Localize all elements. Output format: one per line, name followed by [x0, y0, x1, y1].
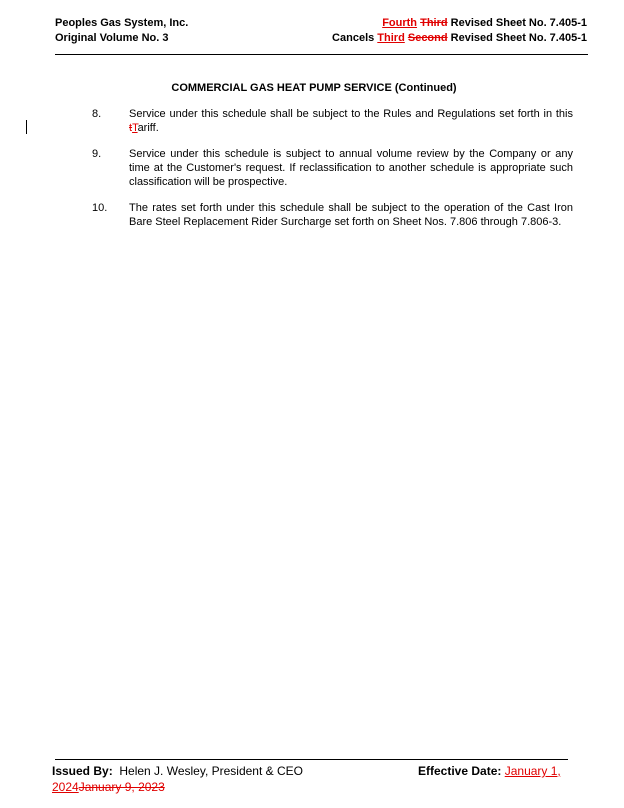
- inserted-text: January 1,: [504, 764, 561, 778]
- header-right: [332, 16, 587, 46]
- list-item: [55, 147, 573, 189]
- change-bar: [26, 120, 27, 134]
- effective-date-continued: [52, 779, 165, 795]
- footer-divider: [55, 759, 568, 760]
- page-title: COMMERCIAL GAS HEAT PUMP SERVICE (Continued): [171, 82, 457, 94]
- sheet-number: [332, 16, 587, 31]
- item-text-part: Service under this schedule shall be subject to the Rules and Regulations set forth in this: [129, 108, 573, 120]
- list-item: [55, 107, 573, 135]
- issued-by-label: Issued By:: [52, 764, 113, 778]
- inserted-text: Third: [377, 32, 405, 44]
- deleted-text: Third: [420, 17, 448, 29]
- inserted-text: Fourth: [382, 17, 418, 29]
- deleted-text: January 9, 2023: [78, 780, 165, 794]
- item-text-part: ariff.: [137, 122, 159, 134]
- item-number: 10.: [92, 202, 108, 214]
- item-text: [129, 107, 573, 135]
- issued-by: [52, 763, 303, 779]
- item-number: 8.: [92, 108, 102, 120]
- inserted-text: T: [132, 122, 138, 134]
- deleted-text: Second: [407, 32, 448, 44]
- effective-date-label: Effective Date:: [418, 764, 502, 778]
- cancels-prefix: Cancels: [332, 32, 378, 44]
- effective-date: [418, 763, 561, 779]
- sheet-number-text: Revised Sheet No. 7.405-1: [447, 17, 587, 29]
- cancels-sheet-number: [332, 31, 587, 46]
- company-name: Peoples Gas System, Inc.: [55, 17, 189, 29]
- cancels-sheet-text: Revised Sheet No. 7.405-1: [447, 32, 587, 44]
- header-left: [55, 16, 188, 46]
- provisions-list: [55, 107, 573, 241]
- list-item: [55, 201, 573, 229]
- item-text: The rates set forth under this schedule shall be subject to the operation of the Cast Iron Bare Steel Replacement Rider Surcharge set forth on Sheet Nos. 7.806 through 7.806-3.: [129, 202, 573, 228]
- item-number: 9.: [92, 148, 102, 160]
- item-text: Service under this schedule is subject to annual volume review by the Company or any time at the Customer's request. If reclassification to another schedule is appropriate such classification will be prospective.: [129, 148, 573, 188]
- inserted-text: 2024: [52, 780, 79, 794]
- deleted-text: t: [129, 122, 133, 134]
- header-divider: [55, 54, 588, 55]
- volume-number: Original Volume No. 3: [55, 32, 169, 44]
- issued-by-name: Helen J. Wesley, President & CEO: [112, 764, 303, 778]
